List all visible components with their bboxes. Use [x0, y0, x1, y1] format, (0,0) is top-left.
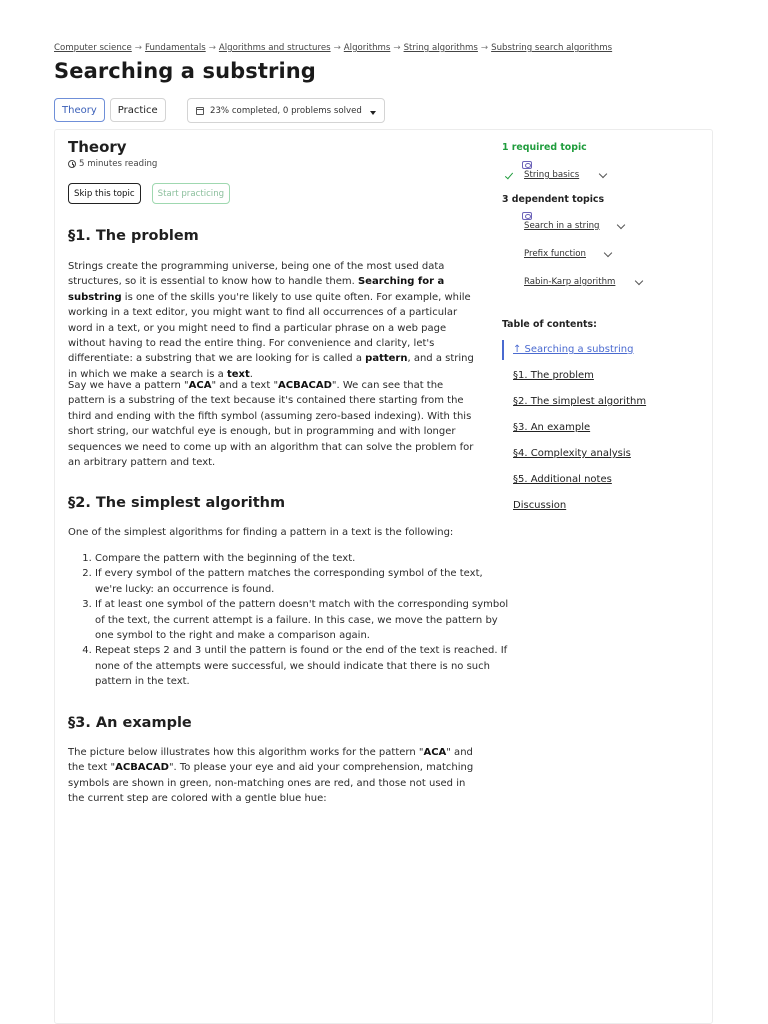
breadcrumb-item-fundamentals[interactable]: Fundamentals: [145, 43, 206, 53]
theory-content: [68, 138, 509, 805]
bold-term: ACBACAD: [115, 762, 169, 774]
text-span: ". To please your eye and aid your comprehension, matching symbols are shown in green, non-matching ones are red, and those not used in the current step are colored with a gentle blue hue:: [68, 762, 474, 805]
toc-item-top[interactable]: ↑ Searching a substring: [513, 344, 634, 355]
text-span: The picture below illustrates how this algorithm works for the pattern ": [68, 747, 424, 758]
bold-term: text: [226, 368, 250, 380]
breadcrumb-separator: →: [208, 43, 216, 53]
list-item: 4. Repeat steps 2 and 3 until the pattern is found or the end of the text is reached. If none of the attempts were successful, we should indicate that there is no such pattern in the text.: [95, 643, 510, 689]
section-heading-example: §3. An example: [68, 715, 192, 731]
caret-down-icon: [370, 111, 376, 115]
section-heading-problem: §1. The problem: [68, 228, 199, 244]
breadcrumb-item-algorithms[interactable]: Algorithms: [343, 43, 391, 53]
toc-item-example[interactable]: §3. An example: [513, 422, 591, 433]
required-topics-title: 1 required topic: [502, 142, 587, 153]
toc-item-additional-notes[interactable]: §5. Additional notes: [513, 474, 612, 485]
text-span: , and a string in which we make a search is a: [68, 353, 474, 380]
dependent-topic-prefix-function[interactable]: Prefix function: [524, 249, 586, 259]
bold-term: D: [323, 380, 332, 391]
text-span: Say we have a pattern ": [68, 380, 189, 391]
breadcrumb: [54, 43, 612, 53]
reading-time: [68, 159, 483, 169]
text-span: " and the text ": [68, 747, 473, 774]
paragraph-example-intro: [68, 745, 483, 807]
required-topic-string-basics[interactable]: String basics: [524, 170, 580, 180]
tab-theory[interactable]: Theory: [54, 98, 105, 122]
breadcrumb-item-substring-search-algorithms[interactable]: Substring search algorithms: [491, 43, 613, 53]
progress-text: 23% completed, 0 problems solved: [210, 105, 362, 116]
algorithm-steps-list: [68, 551, 510, 690]
paragraph-algorithm-intro: One of the simplest algorithms for finding a pattern in a text is the following:: [68, 527, 454, 538]
toc-active-indicator: [502, 340, 504, 360]
breadcrumb-separator: →: [393, 43, 401, 53]
progress-dropdown[interactable]: [187, 98, 385, 123]
bold-term: ACA: [423, 747, 447, 758]
dependent-topics-title: 3 dependent topics: [502, 194, 605, 205]
topic-actions: [68, 183, 483, 204]
list-item: 1. Compare the pattern with the beginning of the text.: [95, 551, 510, 566]
toc-title: Table of contents:: [502, 319, 597, 330]
toc-item-problem[interactable]: §1. The problem: [513, 370, 594, 381]
list-item: 3. If at least one symbol of the pattern doesn't match with the corresponding symbol of the text, the current attempt is a failure. In this case, we move the pattern by one symbol to the right and make a comparison again.: [95, 597, 510, 643]
breadcrumb-separator: →: [480, 43, 489, 53]
breadcrumb-item-computer-science[interactable]: Computer science: [54, 43, 132, 53]
breadcrumb-item-algorithms-and-structures[interactable]: Algorithms and structures: [218, 43, 331, 53]
paragraph-problem-example: [68, 378, 483, 470]
bold-term: Searching for a substring: [68, 276, 445, 303]
topic-sidebar: [502, 142, 702, 511]
bold-term: ACB: [278, 380, 301, 391]
list-item: 2. If every symbol of the pattern matches the corresponding symbol of the text, we're lucky: an occurrence is found.: [95, 566, 510, 597]
clock-icon: [68, 160, 76, 168]
section-heading-simplest-algorithm: §2. The simplest algorithm: [68, 495, 286, 511]
page-title: Searching a substring: [54, 59, 316, 83]
breadcrumb-item-string-algorithms[interactable]: String algorithms: [403, 43, 478, 53]
toc-item-simplest-algorithm[interactable]: §2. The simplest algorithm: [513, 396, 647, 407]
breadcrumb-separator: →: [134, 43, 142, 53]
paragraph-problem-intro: [68, 259, 483, 382]
toc-item-discussion[interactable]: Discussion: [513, 500, 567, 511]
tab-practice[interactable]: Practice: [110, 98, 166, 122]
highlighted-match: ACA: [300, 380, 324, 391]
breadcrumb-separator: →: [333, 43, 341, 53]
dependent-topic-search-in-string[interactable]: Search in a string: [524, 221, 600, 231]
bold-term: ACA: [188, 380, 212, 391]
tab-bar: [54, 98, 166, 122]
topic-icon: [522, 161, 532, 169]
skip-topic-button[interactable]: Skip this topic: [68, 183, 141, 204]
text-span: " and a text ": [211, 380, 279, 391]
text-span: Strings create the programming universe, being one of the most used data structures, so it is essential to know how to handle them.: [68, 261, 445, 288]
toc-item-complexity[interactable]: §4. Complexity analysis: [513, 448, 631, 459]
text-span: is one of the skills you're likely to use quite often. For example, while working in a text editor, you might want to find all occurrences of a particular word in a text, or you might need to find a particular phrase on a web page without having to read the entire thing. For convenience and clarity, let's differentiate: a substring that we are looking for is called a: [68, 291, 471, 365]
start-practicing-button[interactable]: Start practicing: [152, 183, 230, 204]
text-span: .: [249, 368, 253, 380]
bold-term: pattern: [365, 353, 408, 365]
theory-title: Theory: [68, 138, 127, 156]
text-span: ". We can see that the pattern is a substring of the text because it's contained there starting from the third and ending with the fifth symbol (assuming zero-based indexing). With this short string, our watchful eye is enough, but in programming and with longer sequences we need to come up with an algorithm that can solve the problem for an arbitrary pattern and text.: [68, 380, 474, 469]
calendar-icon: [196, 107, 204, 115]
dependent-topic-rabin-karp[interactable]: Rabin-Karp algorithm: [524, 277, 616, 287]
reading-time-text: 5 minutes reading: [79, 159, 158, 169]
topic-icon: [522, 212, 532, 220]
